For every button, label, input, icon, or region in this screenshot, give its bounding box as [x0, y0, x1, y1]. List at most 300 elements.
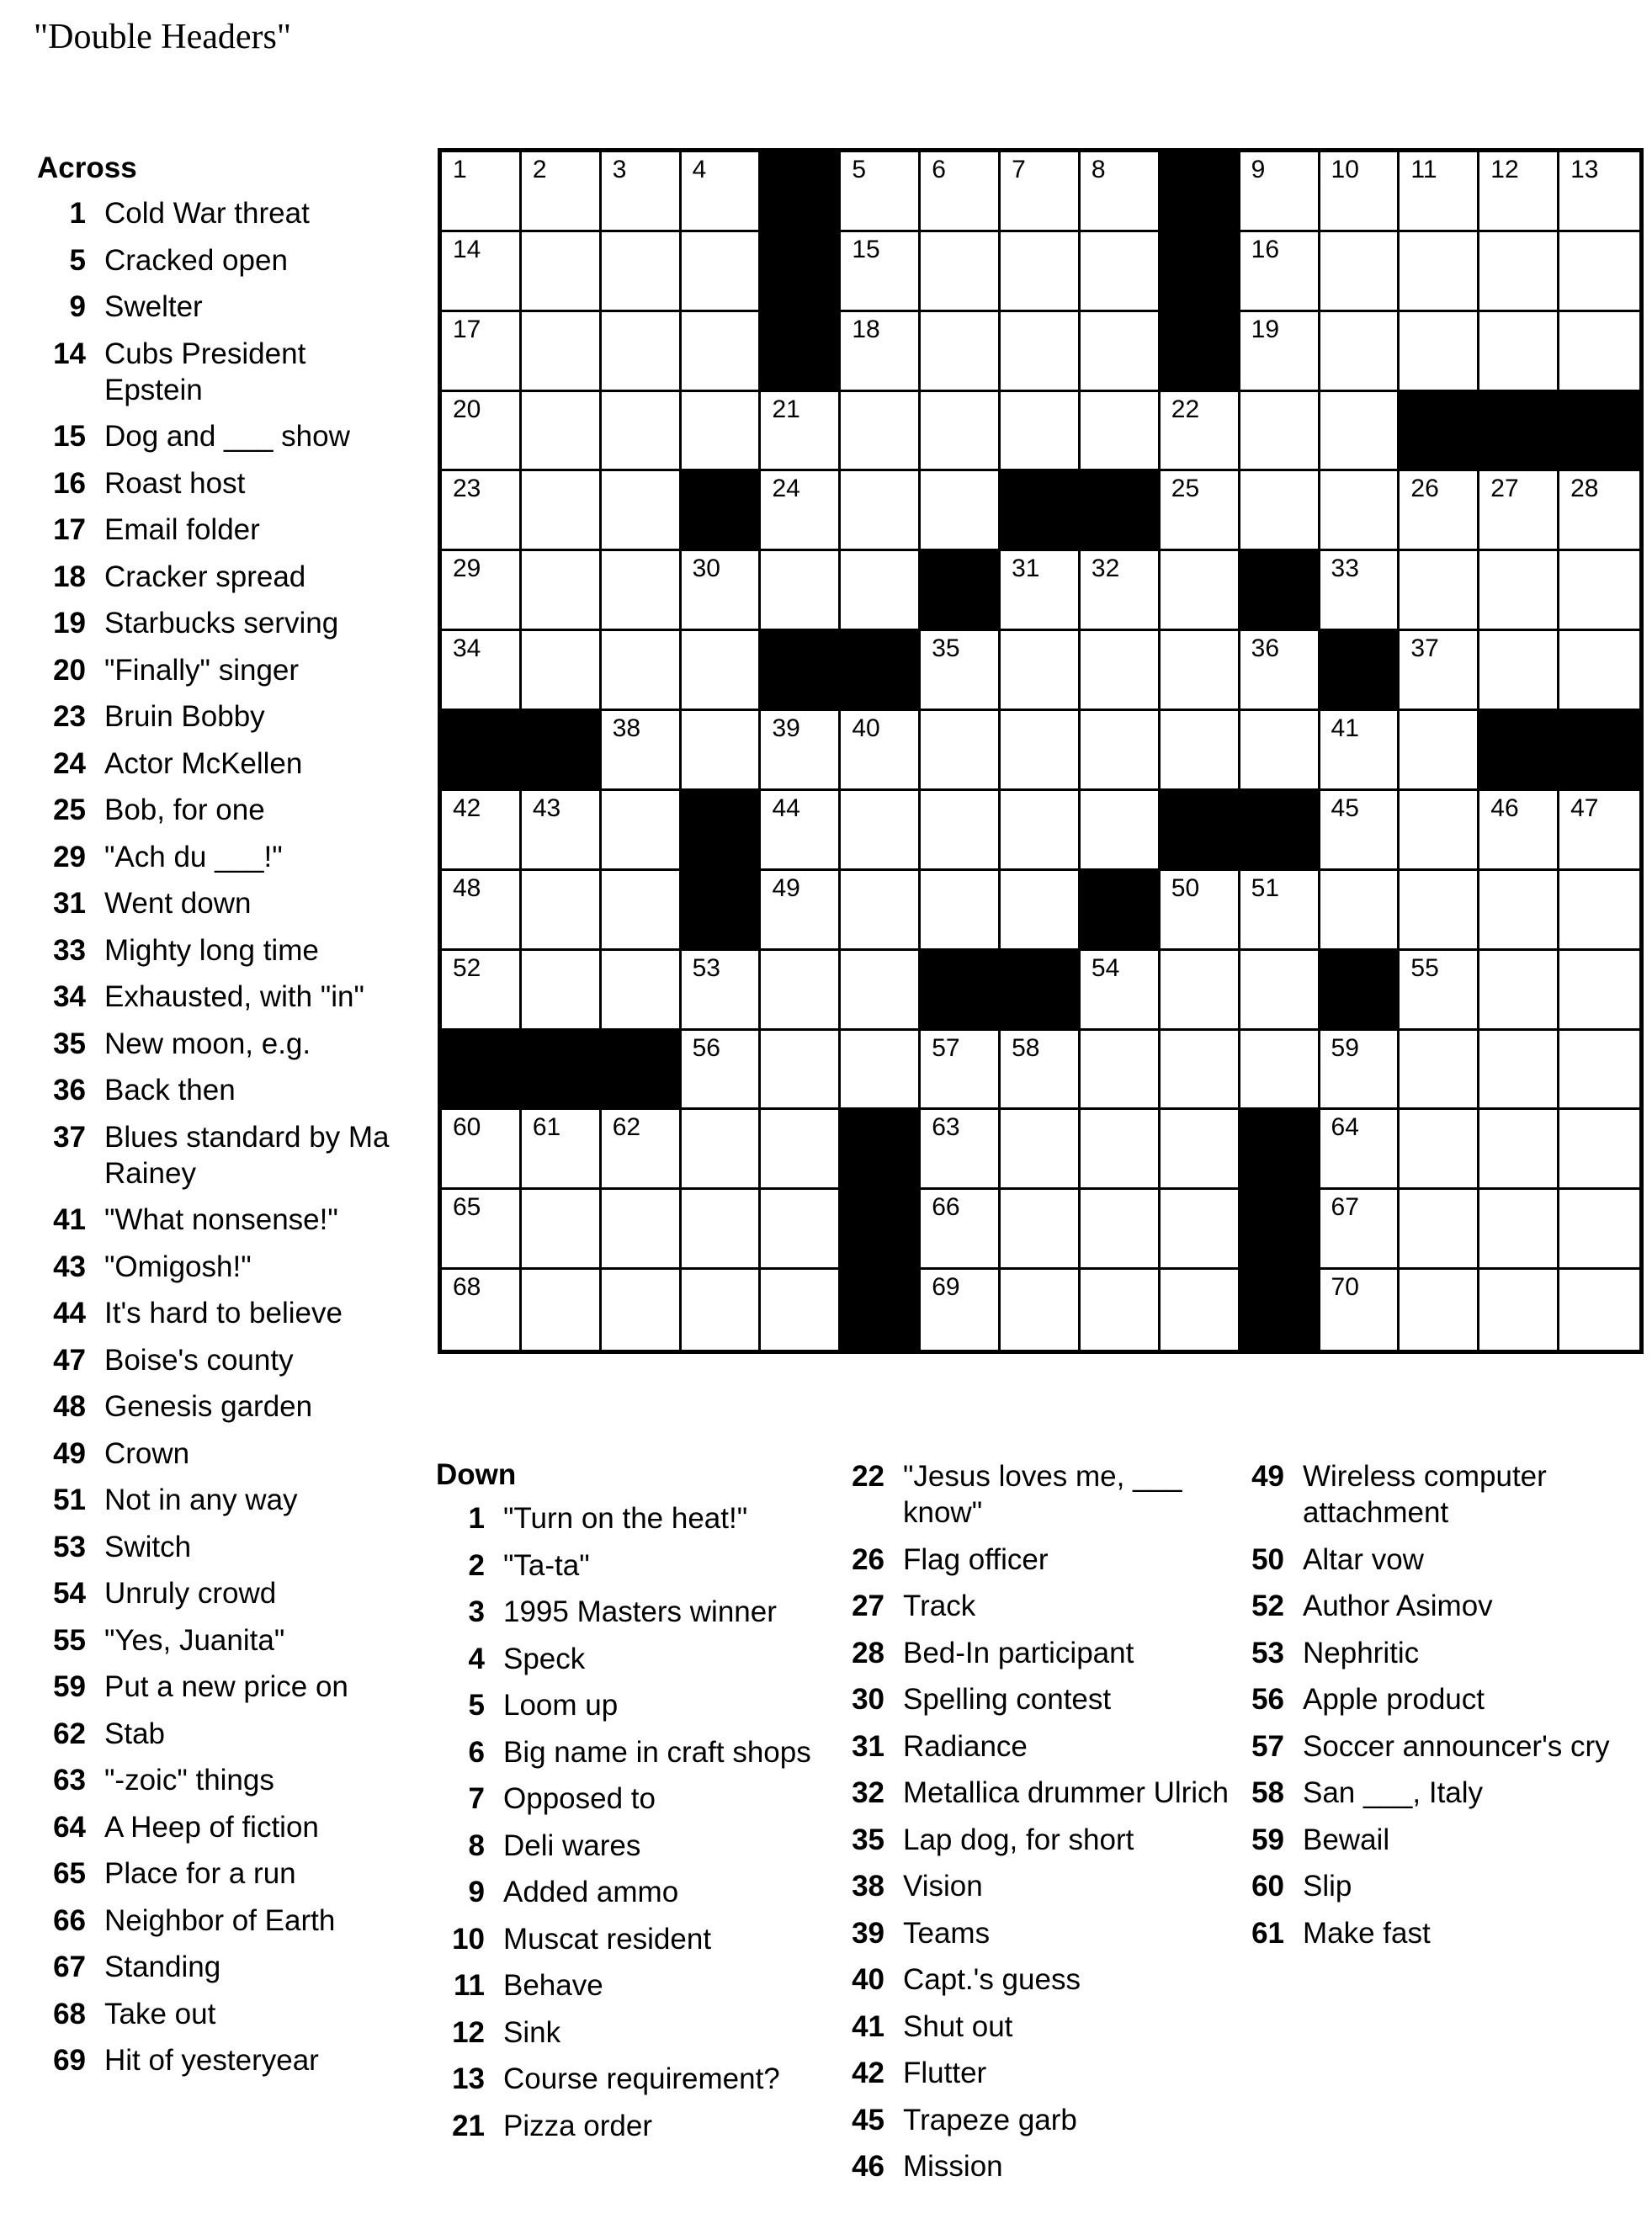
clue-number: 35	[852, 1823, 884, 1856]
grid-cell[interactable]	[522, 312, 602, 392]
grid-cell[interactable]	[1559, 232, 1639, 312]
clue-text: Loom up	[503, 1689, 619, 1722]
grid-cell[interactable]	[522, 631, 602, 711]
grid-cell[interactable]	[1161, 951, 1240, 1031]
cell-number: 26	[1410, 475, 1439, 503]
grid-cell[interactable]	[1559, 152, 1639, 232]
grid-cell[interactable]	[602, 791, 682, 871]
grid-cell[interactable]	[1240, 871, 1320, 951]
clue-item	[1235, 1542, 1631, 1578]
clue-number: 4	[468, 1642, 485, 1675]
clue-text: Actor McKellen	[104, 746, 303, 780]
grid-cell[interactable]	[1559, 871, 1639, 951]
grid-cell[interactable]	[761, 871, 841, 951]
grid-cell[interactable]	[1161, 392, 1240, 472]
grid-cell[interactable]	[602, 711, 682, 791]
cell-number: 42	[453, 794, 481, 822]
clue-text: Slip	[1303, 1870, 1352, 1903]
grid-cell[interactable]	[442, 471, 522, 551]
black-square	[1240, 1190, 1320, 1270]
clue-item	[1235, 1588, 1631, 1624]
clue-text: Capt.'s guess	[903, 1963, 1081, 1996]
cell-number: 12	[1490, 156, 1519, 183]
grid-cell[interactable]	[1081, 711, 1161, 791]
grid-cell[interactable]	[602, 871, 682, 951]
grid-cell[interactable]	[1320, 1190, 1400, 1270]
grid-cell[interactable]	[841, 871, 921, 951]
clue-item	[37, 336, 399, 408]
grid-cell[interactable]	[522, 392, 602, 472]
cell-number: 58	[1012, 1033, 1040, 1062]
grid-cell[interactable]	[921, 1031, 1001, 1111]
clue-number: 19	[53, 607, 86, 640]
grid-cell[interactable]	[602, 312, 682, 392]
clue-number: 11	[454, 1969, 485, 2002]
grid-cell[interactable]	[442, 232, 522, 312]
grid-cell[interactable]	[1081, 631, 1161, 711]
grid-cell[interactable]	[1320, 871, 1400, 951]
grid-cell[interactable]	[1320, 312, 1400, 392]
grid-cell[interactable]	[522, 951, 602, 1031]
grid-cell[interactable]	[682, 232, 762, 312]
grid-cell[interactable]	[682, 1270, 762, 1350]
grid-cell[interactable]	[1240, 152, 1320, 232]
grid-cell[interactable]	[1400, 631, 1479, 711]
grid-cell[interactable]	[522, 1190, 602, 1270]
cell-number: 14	[453, 235, 481, 263]
grid-cell[interactable]	[1479, 152, 1559, 232]
grid-cell[interactable]	[682, 711, 762, 791]
grid-cell[interactable]	[921, 312, 1001, 392]
clue-item	[37, 1249, 399, 1285]
clue-item	[37, 1295, 399, 1331]
clue-number: 1	[69, 197, 86, 230]
clue-item	[836, 2055, 1231, 2091]
grid-cell[interactable]	[921, 631, 1001, 711]
grid-cell[interactable]	[1479, 791, 1559, 871]
clue-item	[836, 1728, 1231, 1765]
grid-cell[interactable]	[921, 1270, 1001, 1350]
grid-cell[interactable]	[921, 152, 1001, 232]
grid-cell[interactable]	[921, 232, 1001, 312]
grid-cell[interactable]	[1320, 1110, 1400, 1190]
grid-cell[interactable]	[602, 551, 682, 631]
grid-cell[interactable]	[841, 392, 921, 472]
grid-cell[interactable]	[841, 152, 921, 232]
grid-cell[interactable]	[841, 791, 921, 871]
clue-number: 1	[468, 1502, 485, 1535]
clue-item	[836, 1961, 1231, 1998]
clue-item	[37, 559, 399, 595]
grid-cell[interactable]	[1001, 232, 1081, 312]
grid-cell[interactable]	[761, 711, 841, 791]
cell-number: 16	[1251, 235, 1280, 263]
grid-cell[interactable]	[682, 631, 762, 711]
grid-cell[interactable]	[1081, 1031, 1161, 1111]
clue-text: Take out	[104, 1997, 216, 2030]
grid-cell[interactable]	[921, 1110, 1001, 1190]
grid-cell[interactable]	[1161, 1190, 1240, 1270]
grid-cell[interactable]	[761, 392, 841, 472]
grid-cell[interactable]	[1559, 312, 1639, 392]
black-square	[682, 871, 762, 951]
clue-text: Cold War threat	[104, 197, 310, 230]
grid-cell[interactable]	[1081, 951, 1161, 1031]
clue-item	[436, 1641, 831, 1677]
clue-item	[436, 1874, 831, 1910]
grid-cell[interactable]	[1001, 711, 1081, 791]
clue-item	[37, 1575, 399, 1611]
grid-cell[interactable]	[1081, 152, 1161, 232]
clue-text: Teams	[903, 1916, 991, 1950]
cell-number: 23	[453, 475, 481, 503]
grid-cell[interactable]	[1320, 1270, 1400, 1350]
clue-item	[37, 1529, 399, 1565]
grid-cell[interactable]	[1559, 1110, 1639, 1190]
cell-number: 70	[1331, 1273, 1359, 1302]
clue-number: 42	[852, 2057, 884, 2089]
grid-cell[interactable]	[1240, 312, 1320, 392]
cell-number: 45	[1331, 794, 1359, 822]
grid-cell[interactable]	[682, 312, 762, 392]
grid-cell[interactable]	[1001, 791, 1081, 871]
grid-cell[interactable]	[921, 1190, 1001, 1270]
clue-number: 6	[468, 1735, 485, 1769]
clue-text: Roast host	[104, 466, 246, 500]
clue-number: 63	[53, 1764, 86, 1797]
cell-number: 5	[852, 156, 867, 183]
grid-cell[interactable]	[921, 471, 1001, 551]
grid-cell[interactable]	[1400, 1190, 1479, 1270]
grid-cell[interactable]	[1161, 1110, 1240, 1190]
grid-cell[interactable]	[921, 871, 1001, 951]
grid-cell[interactable]	[602, 471, 682, 551]
grid-cell[interactable]	[1001, 551, 1081, 631]
cell-number: 54	[1091, 953, 1120, 982]
grid-cell[interactable]	[1081, 232, 1161, 312]
clue-number: 49	[1251, 1460, 1284, 1493]
grid-cell[interactable]	[442, 1190, 522, 1270]
clue-item	[37, 1482, 399, 1518]
grid-cell[interactable]	[1081, 551, 1161, 631]
cell-number: 64	[1331, 1113, 1359, 1142]
grid-cell[interactable]	[522, 232, 602, 312]
grid-cell[interactable]	[602, 1190, 682, 1270]
grid-cell[interactable]	[1001, 392, 1081, 472]
black-square	[1001, 471, 1081, 551]
grid-cell[interactable]	[442, 551, 522, 631]
grid-cell[interactable]	[602, 1110, 682, 1190]
grid-cell[interactable]	[682, 392, 762, 472]
black-square	[1479, 711, 1559, 791]
grid-cell[interactable]	[921, 791, 1001, 871]
clue-number: 31	[53, 887, 86, 920]
grid-cell[interactable]	[602, 392, 682, 472]
clue-text: Soccer announcer's cry	[1303, 1729, 1610, 1763]
clue-number: 5	[69, 243, 86, 277]
grid-cell[interactable]	[841, 711, 921, 791]
grid-cell[interactable]	[1479, 1110, 1559, 1190]
cell-number: 67	[1331, 1193, 1359, 1222]
grid-cell[interactable]	[522, 791, 602, 871]
grid-cell[interactable]	[1240, 232, 1320, 312]
grid-cell[interactable]	[442, 631, 522, 711]
grid-cell[interactable]	[522, 1270, 602, 1350]
clue-number: 62	[53, 1717, 86, 1750]
clue-text: Spelling contest	[903, 1683, 1112, 1716]
grid-cell[interactable]	[442, 871, 522, 951]
clue-text: Not in any way	[104, 1484, 298, 1516]
cell-number: 37	[1410, 634, 1439, 663]
clue-text: Boise's county	[104, 1343, 294, 1377]
clue-item	[37, 885, 399, 921]
grid-cell[interactable]	[1400, 551, 1479, 631]
clue-text: Neighbor of Earth	[104, 1903, 336, 1937]
grid-cell[interactable]	[1400, 1110, 1479, 1190]
grid-cell[interactable]	[522, 871, 602, 951]
grid-cell[interactable]	[1400, 711, 1479, 791]
grid-cell[interactable]	[761, 471, 841, 551]
clue-item	[37, 1622, 399, 1659]
cell-number: 6	[932, 156, 946, 183]
clue-number: 52	[1251, 1590, 1284, 1622]
grid-cell[interactable]	[761, 1270, 841, 1350]
cell-number: 57	[932, 1033, 960, 1062]
grid-cell[interactable]	[1400, 312, 1479, 392]
grid-cell[interactable]	[761, 1031, 841, 1111]
clue-text: "Finally" singer	[104, 653, 300, 687]
grid-cell[interactable]	[1081, 392, 1161, 472]
clue-number: 36	[53, 1074, 86, 1107]
grid-cell[interactable]	[761, 551, 841, 631]
grid-cell[interactable]	[522, 551, 602, 631]
grid-cell[interactable]	[682, 1190, 762, 1270]
grid-cell[interactable]	[1161, 711, 1240, 791]
clue-item	[37, 242, 399, 279]
grid-cell[interactable]	[761, 1190, 841, 1270]
grid-cell[interactable]	[682, 152, 762, 232]
grid-cell[interactable]	[1400, 1270, 1479, 1350]
cell-number: 32	[1091, 555, 1120, 583]
grid-cell[interactable]	[442, 152, 522, 232]
grid-cell[interactable]	[442, 791, 522, 871]
clue-item	[436, 1967, 831, 2004]
cell-number: 21	[772, 395, 800, 423]
grid-cell[interactable]	[1320, 392, 1400, 472]
grid-cell[interactable]	[1001, 1190, 1081, 1270]
black-square	[1240, 551, 1320, 631]
grid-cell[interactable]	[522, 471, 602, 551]
grid-cell[interactable]	[1559, 631, 1639, 711]
grid-cell[interactable]	[1320, 232, 1400, 312]
grid-cell[interactable]	[1320, 471, 1400, 551]
grid-cell[interactable]	[1161, 1031, 1240, 1111]
grid-cell[interactable]	[682, 551, 762, 631]
grid-cell[interactable]	[1001, 312, 1081, 392]
grid-cell[interactable]	[1400, 871, 1479, 951]
grid-cell[interactable]	[841, 471, 921, 551]
grid-cell[interactable]	[1001, 1270, 1081, 1350]
grid-cell[interactable]	[1081, 1270, 1161, 1350]
clue-number: 22	[852, 1460, 884, 1493]
grid-cell[interactable]	[1320, 791, 1400, 871]
grid-cell[interactable]	[442, 951, 522, 1031]
grid-cell[interactable]	[1320, 152, 1400, 232]
clue-text: Email folder	[104, 513, 260, 546]
grid-cell[interactable]	[1479, 951, 1559, 1031]
grid-cell[interactable]	[1001, 1110, 1081, 1190]
grid-cell[interactable]	[1161, 1270, 1240, 1350]
grid-cell[interactable]	[1400, 232, 1479, 312]
clue-number: 29	[53, 840, 86, 873]
grid-cell[interactable]	[1001, 871, 1081, 951]
grid-cell[interactable]	[1001, 152, 1081, 232]
grid-cell[interactable]	[1400, 791, 1479, 871]
grid-cell[interactable]	[1400, 471, 1479, 551]
black-square	[761, 152, 841, 232]
grid-cell[interactable]	[682, 1110, 762, 1190]
black-square	[1559, 392, 1639, 472]
grid-cell[interactable]	[1559, 1190, 1639, 1270]
grid-cell[interactable]	[1240, 392, 1320, 472]
clue-number: 32	[852, 1776, 884, 1809]
clue-text: Cubs President Epstein	[104, 337, 306, 406]
grid-cell[interactable]	[761, 1110, 841, 1190]
cell-number: 9	[1251, 156, 1266, 183]
grid-cell[interactable]	[1240, 951, 1320, 1031]
clue-item	[836, 1635, 1231, 1671]
cell-number: 46	[1490, 794, 1519, 822]
clue-number: 38	[852, 1870, 884, 1903]
black-square	[522, 1031, 602, 1111]
grid-cell[interactable]	[1479, 871, 1559, 951]
grid-cell[interactable]	[1559, 951, 1639, 1031]
grid-cell[interactable]	[1559, 791, 1639, 871]
grid-cell[interactable]	[1479, 1270, 1559, 1350]
clue-number: 46	[852, 2150, 884, 2183]
clue-item	[836, 1458, 1231, 1531]
grid-cell[interactable]	[1081, 1190, 1161, 1270]
grid-cell[interactable]	[1559, 471, 1639, 551]
grid-cell[interactable]	[1559, 1031, 1639, 1111]
cell-number: 1	[453, 156, 467, 183]
grid-cell[interactable]	[1479, 551, 1559, 631]
clue-item	[37, 1072, 399, 1108]
down-heading: Down	[436, 1458, 517, 1491]
grid-cell[interactable]	[1479, 232, 1559, 312]
clue-text: Big name in craft shops	[503, 1735, 811, 1769]
grid-cell[interactable]	[1081, 791, 1161, 871]
grid-cell[interactable]	[1479, 312, 1559, 392]
grid-cell[interactable]	[1479, 1031, 1559, 1111]
grid-cell[interactable]	[1479, 471, 1559, 551]
grid-cell[interactable]	[1081, 312, 1161, 392]
cell-number: 7	[1012, 156, 1026, 183]
grid-cell[interactable]	[1161, 551, 1240, 631]
grid-cell[interactable]	[602, 152, 682, 232]
clue-item	[37, 979, 399, 1015]
grid-cell[interactable]	[1240, 471, 1320, 551]
grid-cell[interactable]	[682, 951, 762, 1031]
clue-text: Nephritic	[1303, 1636, 1420, 1669]
grid-cell[interactable]	[522, 152, 602, 232]
grid-cell[interactable]	[1400, 1031, 1479, 1111]
black-square	[1240, 1110, 1320, 1190]
grid-cell[interactable]	[682, 1031, 762, 1111]
grid-cell[interactable]	[1400, 951, 1479, 1031]
crossword-grid	[438, 148, 1644, 1354]
clue-item	[836, 1868, 1231, 1904]
clue-text: A Heep of fiction	[104, 1810, 319, 1844]
grid-cell[interactable]	[602, 951, 682, 1031]
clue-number: 39	[852, 1916, 884, 1950]
cell-number: 34	[453, 634, 481, 663]
grid-cell[interactable]	[602, 631, 682, 711]
grid-cell[interactable]	[1479, 631, 1559, 711]
grid-cell[interactable]	[841, 1031, 921, 1111]
grid-cell[interactable]	[1240, 631, 1320, 711]
grid-cell[interactable]	[921, 711, 1001, 791]
grid-cell[interactable]	[442, 1110, 522, 1190]
grid-cell[interactable]	[841, 551, 921, 631]
grid-cell[interactable]	[1001, 1031, 1081, 1111]
grid-cell[interactable]	[841, 951, 921, 1031]
grid-cell[interactable]	[841, 312, 921, 392]
black-square	[921, 951, 1001, 1031]
grid-cell[interactable]	[1240, 711, 1320, 791]
grid-cell[interactable]	[602, 1270, 682, 1350]
grid-cell[interactable]	[1559, 1270, 1639, 1350]
clue-number: 7	[468, 1782, 485, 1815]
grid-cell[interactable]	[602, 232, 682, 312]
clue-item	[37, 1855, 399, 1892]
grid-cell[interactable]	[1081, 1110, 1161, 1190]
grid-cell[interactable]	[1001, 631, 1081, 711]
cell-number: 62	[612, 1113, 641, 1142]
grid-cell[interactable]	[1320, 711, 1400, 791]
grid-cell[interactable]	[1400, 152, 1479, 232]
cell-number: 27	[1490, 475, 1519, 503]
black-square	[1240, 791, 1320, 871]
clue-number: 33	[53, 933, 86, 967]
grid-cell[interactable]	[1161, 471, 1240, 551]
clue-text: Wireless computer attachment	[1303, 1460, 1547, 1529]
grid-cell[interactable]	[442, 1270, 522, 1350]
grid-cell[interactable]	[841, 232, 921, 312]
grid-cell[interactable]	[1559, 551, 1639, 631]
grid-cell[interactable]	[921, 392, 1001, 472]
grid-cell[interactable]	[522, 1110, 602, 1190]
grid-cell[interactable]	[1161, 631, 1240, 711]
grid-cell[interactable]	[442, 312, 522, 392]
grid-cell[interactable]	[1320, 1031, 1400, 1111]
grid-cell[interactable]	[1240, 1031, 1320, 1111]
clue-text: Behave	[503, 1969, 603, 2002]
grid-cell[interactable]	[1479, 1190, 1559, 1270]
grid-cell[interactable]	[1320, 551, 1400, 631]
clue-item	[1235, 1635, 1631, 1671]
grid-cell[interactable]	[1161, 871, 1240, 951]
cell-number: 39	[772, 714, 800, 743]
grid-cell[interactable]	[761, 791, 841, 871]
grid-cell[interactable]	[761, 951, 841, 1031]
cell-number: 38	[612, 714, 641, 743]
clue-item	[436, 1781, 831, 1817]
clue-item	[37, 652, 399, 688]
cell-number: 63	[932, 1113, 960, 1142]
clue-number: 2	[468, 1548, 485, 1582]
grid-cell[interactable]	[442, 392, 522, 472]
